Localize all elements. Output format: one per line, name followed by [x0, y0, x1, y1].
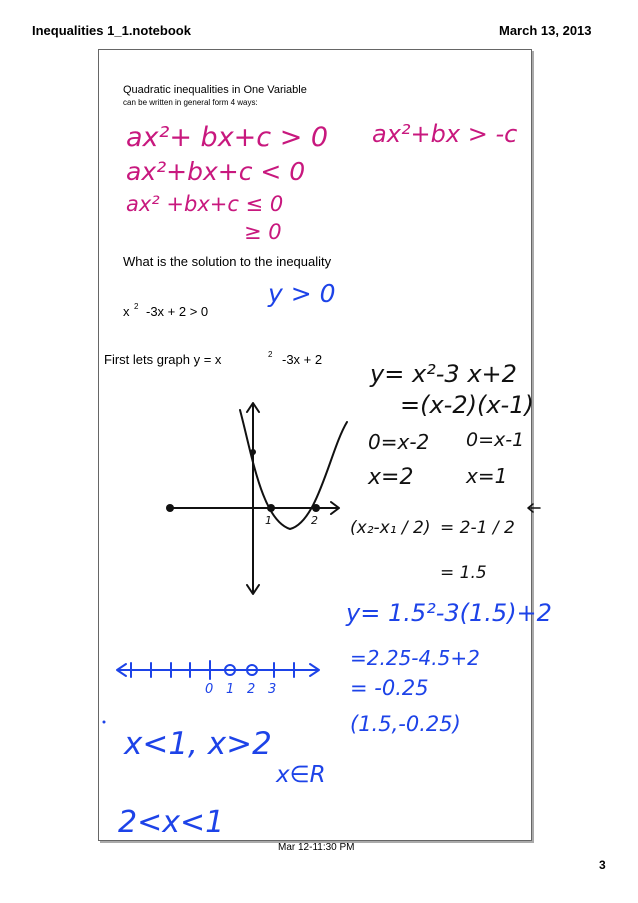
- inequality-exponent: 2: [134, 302, 139, 311]
- y-greater-zero: y > 0: [268, 279, 336, 308]
- vertex-result: = 1.5: [440, 563, 487, 583]
- page-number: 3: [599, 858, 606, 872]
- parabola-curve: [240, 410, 347, 529]
- graph-instruction-exponent: 2: [268, 350, 273, 359]
- inequality-rest: -3x + 2 > 0: [146, 304, 209, 319]
- root-1: x=2: [368, 465, 414, 490]
- y-arithmetic: =2.25-4.5+2: [350, 646, 480, 670]
- inequality-x: x: [123, 304, 130, 319]
- page-timestamp: Mar 12-11:30 PM: [278, 842, 355, 853]
- solution-domain: x∈R: [276, 762, 326, 788]
- form-ge: ≥ 0: [244, 220, 282, 244]
- numberline-label-0: 0: [205, 682, 214, 697]
- vertex-formula: (x₂-x₁ / 2): [350, 518, 431, 538]
- question-text: What is the solution to the inequality: [123, 254, 332, 269]
- numberline-label-3: 3: [268, 682, 277, 697]
- number-line: [117, 661, 319, 679]
- edge-arrow: [528, 504, 540, 512]
- root-2: x=1: [466, 464, 508, 488]
- factored-form: =(x-2)(x-1): [400, 391, 534, 419]
- graph-label-2: 2: [311, 514, 318, 527]
- form-lt: ax²+bx+c < 0: [126, 157, 306, 186]
- stray-dot: [103, 721, 106, 724]
- axis-endpoint: [166, 504, 174, 512]
- vertex-point: (1.5,-0.25): [350, 712, 461, 736]
- graph-instruction: First lets graph y = x: [104, 352, 222, 367]
- vertex-substitution: = 2-1 / 2: [440, 518, 515, 538]
- solution-answer: x<1, x>2: [124, 726, 272, 762]
- root-point-1: [267, 504, 275, 512]
- form-le: ax² +bx+c ≤ 0: [126, 192, 284, 216]
- graph-label-1: 1: [265, 514, 272, 527]
- y-substitution: y= 1.5²-3(1.5)+2: [346, 599, 552, 627]
- equation-y: y= x²-3 x+2: [370, 360, 517, 388]
- root-eq-2: 0=x-1: [466, 429, 525, 451]
- form-gt: ax²+ bx+c > 0: [126, 122, 329, 153]
- page-title: Quadratic inequalities in One Variable: [123, 84, 307, 96]
- y-intercept-point: [250, 449, 256, 455]
- numberline-label-2: 2: [247, 682, 256, 697]
- numberline-label-1: 1: [226, 682, 235, 697]
- page-subtitle: can be written in general form 4 ways:: [123, 98, 258, 107]
- notebook-date: March 13, 2013: [499, 23, 592, 38]
- graph-instruction-rest: -3x + 2: [282, 352, 323, 367]
- wrong-answer: 2<x<1: [118, 805, 225, 840]
- y-result: = -0.25: [350, 676, 429, 700]
- root-eq-1: 0=x-2: [368, 430, 430, 454]
- form-alt: ax²+bx > -c: [372, 120, 518, 148]
- notebook-title: Inequalities 1_1.notebook: [32, 23, 191, 38]
- graph-axes: [172, 403, 339, 594]
- root-point-2: [312, 504, 320, 512]
